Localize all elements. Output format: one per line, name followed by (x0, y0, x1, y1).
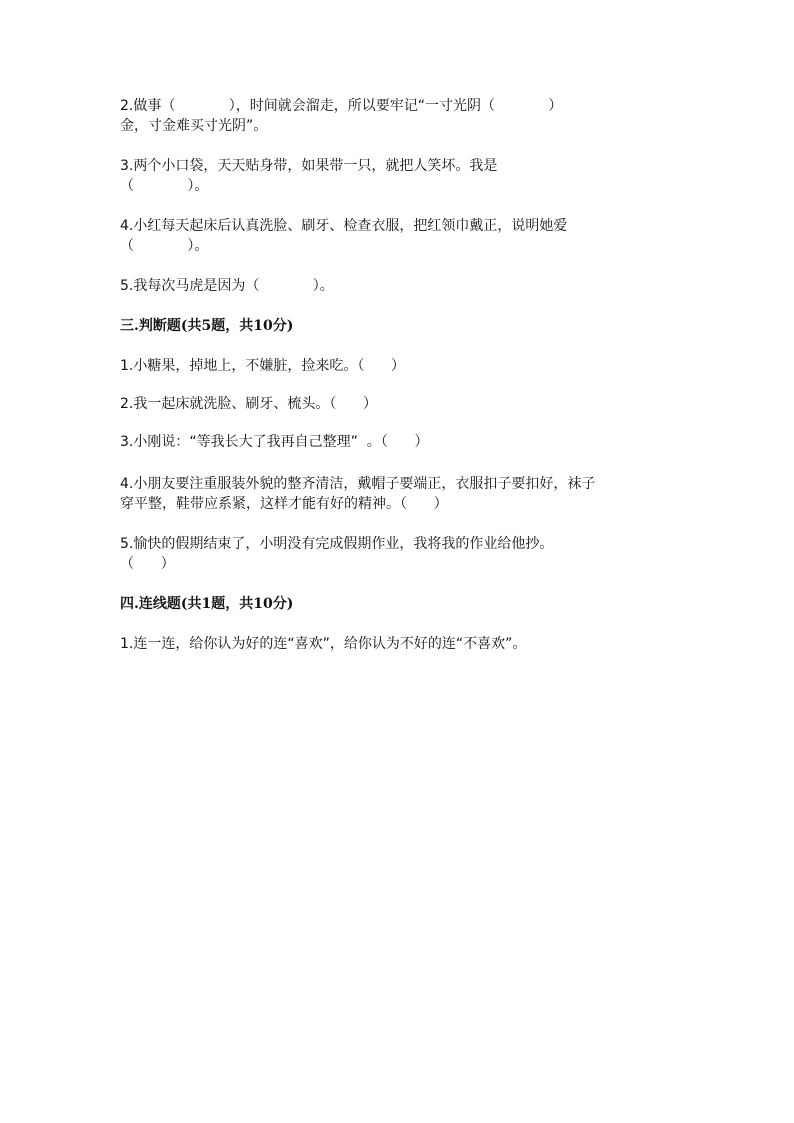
question-line: 4.小红每天起床后认真洗脸、刷牙、检查衣服，把红领巾戴正，说明她爱 (120, 218, 568, 234)
matching-question-1 (120, 634, 526, 654)
judgement-question-4 (120, 474, 595, 514)
section-heading-judgement: 三.判断题(共5题，共10分) (120, 318, 294, 334)
judgement-question-5 (120, 534, 553, 574)
question-line: 1.连一连，给你认为好的连“喜欢”，给你认为不好的连“不喜欢”。 (120, 636, 527, 652)
fill-blank-question-4 (120, 216, 567, 256)
question-line: 5.我每次马虎是因为（ ）。 (120, 278, 334, 294)
question-line: （ ）。 (120, 178, 209, 194)
question-line: 3.两个小口袋，天天贴身带，如果带一只，就把人笑坏。我是 (120, 158, 498, 174)
judgement-question-2 (120, 394, 377, 414)
fill-blank-question-5 (120, 276, 334, 296)
judgement-question-3 (120, 432, 428, 452)
question-line: 2.做事（ ），时间就会溜走，所以要牢记“一寸光阴（ ） (120, 98, 563, 114)
question-line: （ ） (120, 556, 175, 572)
question-line: 穿平整，鞋带应系紧，这样才能有好的精神。（ ） (120, 496, 448, 512)
question-line: 3.小刚说：“等我长大了我再自己整理” 。（ ） (120, 434, 429, 450)
question-line: 2.我一起床就洗脸、刷牙、梳头。（ ） (120, 396, 378, 412)
section-heading-matching: 四.连线题(共1题，共10分) (120, 596, 294, 612)
question-line: 4.小朋友要注重服装外貌的整齐清洁，戴帽子要端正，衣服扣子要扣好，袜子 (120, 476, 596, 492)
fill-blank-question-2 (120, 96, 562, 136)
question-line: 1.小糖果，掉地上，不嫌脏，捡来吃。（ ） (120, 358, 406, 374)
question-line: 5.愉快的假期结束了，小明没有完成假期作业，我将我的作业给他抄。 (120, 536, 554, 552)
judgement-question-1 (120, 356, 405, 376)
question-line: 金，寸金难买寸光阴”。 (120, 118, 268, 134)
question-line: （ ）。 (120, 238, 209, 254)
fill-blank-question-3 (120, 156, 497, 196)
